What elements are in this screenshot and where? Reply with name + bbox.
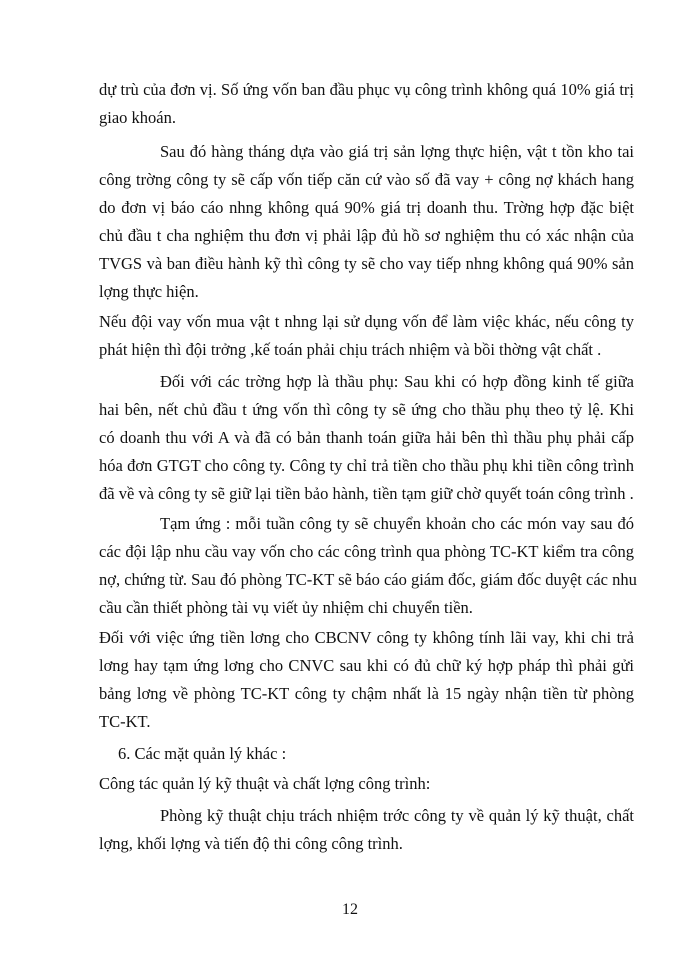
text-line: Tạm ứng : mỗi tuần công ty sẽ chuyển khoản cho các món vay sau đó bbox=[160, 514, 634, 533]
text-line: lợng, khối lợng và tiến độ thi công công trình. bbox=[99, 834, 403, 853]
text-line: các đội lập nhu cầu vay vốn cho các công trình qua phòng TC-KT kiểm tra công bbox=[99, 542, 634, 561]
text-line: đã về và công ty sẽ giữ lại tiền bảo hành, tiền tạm giữ chờ quyết toán công trình . bbox=[99, 484, 634, 503]
section-heading: 6. Các mặt quản lý khác : bbox=[118, 744, 287, 763]
text-line: lơng hay tạm ứng lơng cho CNVC sau khi có đủ chữ ký hợp pháp thì phải gửi bbox=[99, 656, 634, 675]
text-line: do đơn vị báo cáo nhng không quá 90% giá trị doanh thu. Trờng hợp đặc biệt bbox=[99, 198, 634, 217]
text-line: công trờng công ty sẽ cấp vốn tiếp căn cứ vào số đã vay + công nợ khách hang bbox=[99, 170, 634, 189]
subsection-heading: Công tác quản lý kỹ thuật và chất lợng công trình: bbox=[99, 774, 431, 793]
text-line: hai bên, nết chủ đầu t ứng vốn thì công ty sẽ ứng cho thầu phụ theo tỷ lệ. Khi bbox=[99, 400, 634, 419]
text-line: cầu cần thiết phòng tài vụ viết ủy nhiệm chi chuyển tiền. bbox=[99, 598, 473, 617]
text-line: Đối với việc ứng tiền lơng cho CBCNV công ty không tính lãi vay, khi chi trả bbox=[99, 628, 634, 647]
text-line: TC-KT. bbox=[99, 712, 151, 731]
text-line: bảng lơng về phòng TC-KT công ty chậm nhất là 15 ngày nhận tiền từ phòng bbox=[99, 684, 634, 703]
text-line: có doanh thu với A và đã có bản thanh toán giữa hải bên thì thầu phụ phải cấp bbox=[99, 428, 634, 447]
text-line: chủ đầu t cha nghiệm thu đơn vị phải lập đủ hồ sơ nghiệm thu có xác nhận của bbox=[99, 226, 634, 245]
text-line: Sau đó hàng tháng dựa vào giá trị sản lợng thực hiện, vật t tồn kho tai bbox=[160, 142, 634, 161]
text-line: nợ, chứng từ. Sau đó phòng TC-KT sẽ báo cáo giám đốc, giám đốc duyệt các nhu bbox=[99, 570, 637, 589]
text-line: lợng thực hiện. bbox=[99, 282, 199, 301]
text-line: TVGS và ban điều hành kỹ thì công ty sẽ cho vay tiếp nhng không quá 90% sản bbox=[99, 254, 634, 273]
page-number: 12 bbox=[342, 901, 358, 918]
text-line: Phòng kỹ thuật chịu trách nhiệm trớc công ty về quản lý kỹ thuật, chất bbox=[160, 806, 634, 825]
text-line: phát hiện thì đội trởng ,kế toán phải chịu trách nhiệm và bồi thờng vật chất . bbox=[99, 340, 602, 359]
text-line: giao khoán. bbox=[99, 108, 176, 127]
text-line: Nếu đội vay vốn mua vật t nhng lại sử dụng vốn để làm việc khác, nếu công ty bbox=[99, 312, 634, 331]
text-line: hóa đơn GTGT cho công ty. Công ty chỉ trả tiền cho thầu phụ khi tiền công trình bbox=[99, 456, 634, 475]
text-line: dự trù của đơn vị. Số ứng vốn ban đầu phục vụ công trình không quá 10% giá trị bbox=[99, 80, 634, 99]
text-line: Đối với các trờng hợp là thầu phụ: Sau khi có hợp đồng kinh tế giữa bbox=[160, 372, 634, 391]
